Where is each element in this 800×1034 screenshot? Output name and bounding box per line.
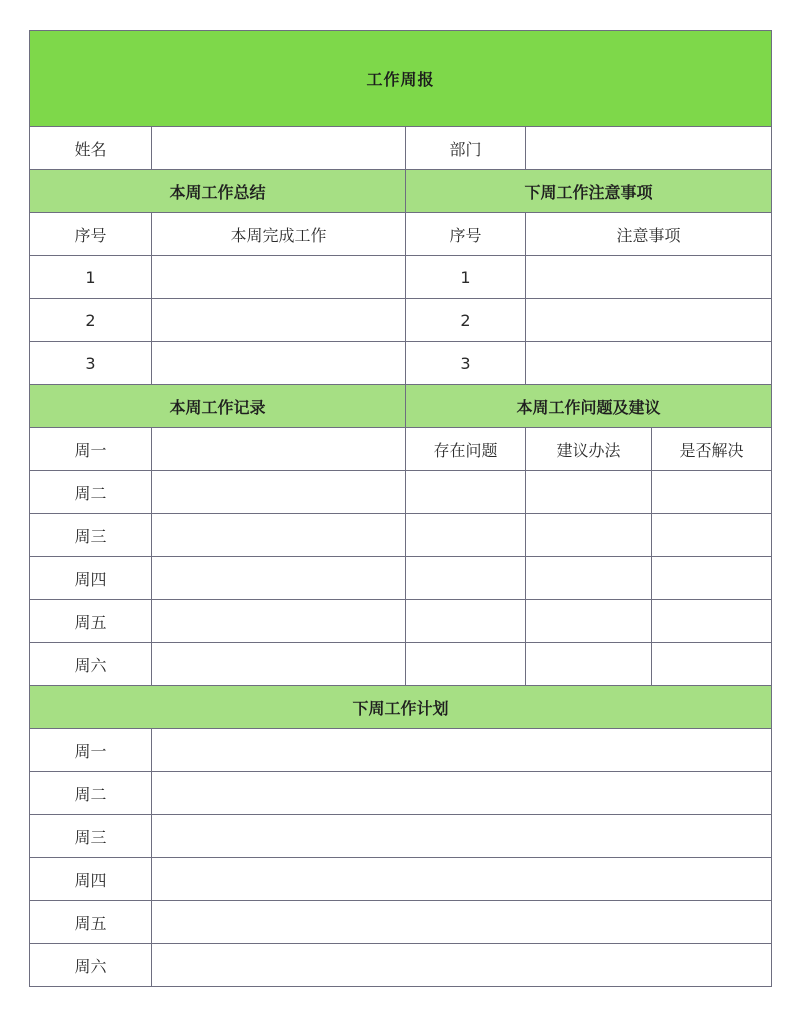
plan-day-label: 周二 — [30, 772, 152, 815]
title-row — [30, 31, 772, 127]
name-label: 姓名 — [30, 127, 152, 170]
issues-problem-field[interactable] — [406, 643, 526, 686]
plan-day-field[interactable] — [152, 815, 772, 858]
plan-day-label: 周六 — [30, 944, 152, 987]
record-day-label: 周六 — [30, 643, 152, 686]
issues-resolved-field[interactable] — [652, 643, 772, 686]
plan-day-field[interactable] — [152, 858, 772, 901]
record-heading: 本周工作记录 — [30, 385, 406, 428]
dept-label: 部门 — [406, 127, 526, 170]
summary-row-index: 2 — [30, 299, 152, 342]
issues-suggestion-field[interactable] — [526, 557, 652, 600]
issues-suggestion-field[interactable] — [526, 643, 652, 686]
summary-col-index: 序号 — [30, 213, 152, 256]
notes-row-index: 3 — [406, 342, 526, 385]
table-row — [30, 729, 772, 772]
notes-heading: 下周工作注意事项 — [406, 170, 772, 213]
plan-heading: 下周工作计划 — [30, 686, 772, 729]
record-day-label: 周五 — [30, 600, 152, 643]
table-row — [30, 299, 772, 342]
summary-row-index: 1 — [30, 256, 152, 299]
table-row — [30, 557, 772, 600]
table-row — [30, 600, 772, 643]
table-row — [30, 772, 772, 815]
summary-heading: 本周工作总结 — [30, 170, 406, 213]
summary-notes-heading-row — [30, 170, 772, 213]
summary-done-field[interactable] — [152, 256, 406, 299]
issues-col-resolved: 是否解决 — [652, 428, 772, 471]
issues-resolved-field[interactable] — [652, 514, 772, 557]
page-title: 工作周报 — [30, 31, 772, 127]
notes-row-index: 1 — [406, 256, 526, 299]
weekly-report-table — [29, 30, 772, 987]
plan-heading-row — [30, 686, 772, 729]
summary-row-index: 3 — [30, 342, 152, 385]
table-row — [30, 342, 772, 385]
record-day-field[interactable] — [152, 471, 406, 514]
notes-note-field[interactable] — [526, 342, 772, 385]
issues-suggestion-field[interactable] — [526, 471, 652, 514]
table-row — [30, 256, 772, 299]
record-day-label: 周四 — [30, 557, 152, 600]
issues-suggestion-field[interactable] — [526, 514, 652, 557]
issues-suggestion-field[interactable] — [526, 600, 652, 643]
record-day-field[interactable] — [152, 428, 406, 471]
issues-col-problem: 存在问题 — [406, 428, 526, 471]
plan-day-label: 周三 — [30, 815, 152, 858]
record-day-label: 周三 — [30, 514, 152, 557]
table-row — [30, 901, 772, 944]
table-row — [30, 815, 772, 858]
notes-note-field[interactable] — [526, 256, 772, 299]
record-day-label: 周二 — [30, 471, 152, 514]
plan-day-label: 周五 — [30, 901, 152, 944]
summary-done-field[interactable] — [152, 342, 406, 385]
issues-resolved-field[interactable] — [652, 600, 772, 643]
record-issues-heading-row — [30, 385, 772, 428]
table-row — [30, 471, 772, 514]
record-day-field[interactable] — [152, 514, 406, 557]
record-day-field[interactable] — [152, 557, 406, 600]
notes-col-note: 注意事项 — [526, 213, 772, 256]
table-row — [30, 514, 772, 557]
table-row — [30, 643, 772, 686]
notes-col-index: 序号 — [406, 213, 526, 256]
issues-problem-field[interactable] — [406, 514, 526, 557]
name-field[interactable] — [152, 127, 406, 170]
record-day-field[interactable] — [152, 600, 406, 643]
table-row — [30, 944, 772, 987]
plan-day-label: 周一 — [30, 729, 152, 772]
record-day-field[interactable] — [152, 643, 406, 686]
issues-heading: 本周工作问题及建议 — [406, 385, 772, 428]
table-row — [30, 428, 772, 471]
summary-done-field[interactable] — [152, 299, 406, 342]
dept-field[interactable] — [526, 127, 772, 170]
issues-problem-field[interactable] — [406, 557, 526, 600]
plan-day-field[interactable] — [152, 944, 772, 987]
issues-resolved-field[interactable] — [652, 557, 772, 600]
weekly-report-sheet — [29, 30, 771, 1012]
issues-problem-field[interactable] — [406, 471, 526, 514]
plan-day-field[interactable] — [152, 901, 772, 944]
record-day-label: 周一 — [30, 428, 152, 471]
issues-resolved-field[interactable] — [652, 471, 772, 514]
plan-day-field[interactable] — [152, 772, 772, 815]
plan-day-field[interactable] — [152, 729, 772, 772]
summary-notes-column-header-row — [30, 213, 772, 256]
summary-col-done: 本周完成工作 — [152, 213, 406, 256]
table-row — [30, 858, 772, 901]
notes-row-index: 2 — [406, 299, 526, 342]
notes-note-field[interactable] — [526, 299, 772, 342]
issues-problem-field[interactable] — [406, 600, 526, 643]
info-row — [30, 127, 772, 170]
plan-day-label: 周四 — [30, 858, 152, 901]
issues-col-suggestion: 建议办法 — [526, 428, 652, 471]
